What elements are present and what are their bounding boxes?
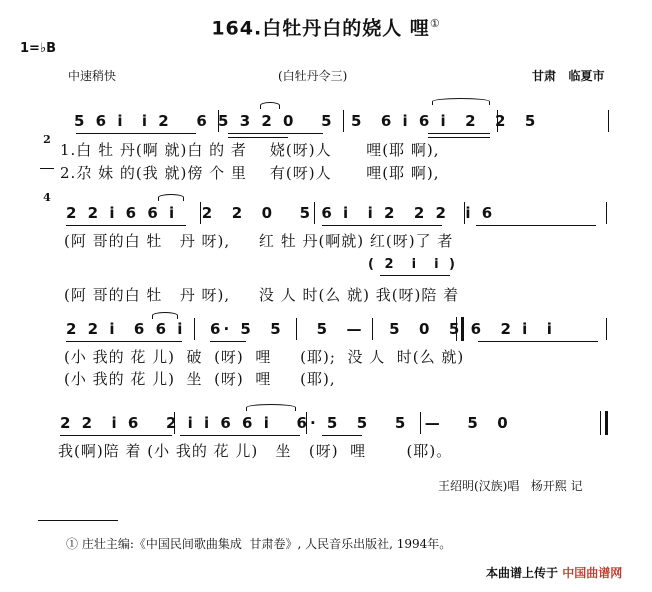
row2-notes: 2 2 i 6 6 i 2 2 0 5 6 i i 2 2 2 i 6 <box>66 204 496 222</box>
barline <box>296 318 297 340</box>
row1-lyric-verse1: 1.白 牡 丹(啊 就)白 的 者 娆(呀)人 哩(耶 啊), <box>60 141 440 159</box>
title-text: 164.白牡丹白的娆人 哩 <box>211 17 430 40</box>
row2-alternate-notes: ( 2 i i ) <box>368 257 458 272</box>
beam <box>66 225 186 226</box>
beam <box>60 435 172 436</box>
barline <box>200 202 201 224</box>
beam <box>476 225 596 226</box>
footnote: ① 庄壮主编:《中国民间歌曲集成 甘肃卷》, 人民音乐出版社, 1994年。 <box>66 537 452 551</box>
beam <box>322 225 442 226</box>
beam <box>66 341 182 342</box>
barline <box>194 318 195 340</box>
beam <box>428 133 490 134</box>
subtitle: (白牡丹令三) <box>278 69 348 83</box>
row1-lyric-verse2: 2.尕 妹 的(我 就)傍 个 里 有(呀)人 哩(耶 啊), <box>60 164 440 182</box>
time-signature-bottom: 4 <box>43 191 51 204</box>
barline <box>218 110 219 132</box>
row3-lyric-verse2: (小 我的 花 儿) 坐 (呀) 哩 (耶), <box>64 370 336 388</box>
time-signature <box>40 112 54 214</box>
site-logo: 中国曲谱网 <box>562 566 623 580</box>
barline <box>314 202 315 224</box>
barline <box>464 202 465 224</box>
barline <box>497 110 498 132</box>
slur <box>432 98 490 105</box>
page-title <box>0 18 652 38</box>
row3-lyric-verse1: (小 我的 花 儿) 破 (呀) 哩 (耶); 没 人 时(么 就) <box>64 348 465 366</box>
time-signature-top: 2 <box>43 133 51 146</box>
row4-lyric-verse1: 我(啊)陪 着 (小 我的 花 儿) 坐 (呀) 哩 (耶)。 <box>58 442 453 460</box>
beam <box>210 341 246 342</box>
slur <box>246 404 296 411</box>
barline <box>306 412 307 434</box>
row2-lyric-verse2: (阿 哥的白 牡 丹 呀), 没 人 时(么 就) 我(呀)陪 着 <box>64 286 460 304</box>
tempo-marking: 中速稍快 <box>68 69 117 83</box>
slur <box>260 102 280 109</box>
row1-notes: 5 6 i i 2 6 5 3 2 0 5 5 6 i 6 i 2 2 5 <box>74 112 539 130</box>
beam <box>228 137 288 138</box>
row3-notes: 2 2 i 6 6 i 6· 5 5 5 — 5 0 5 6 2 i i <box>66 320 555 338</box>
row2-lyric-verse1: (阿 哥的白 牡 丹 呀), 红 牡 丹(啊就) 红(呀)了 者 <box>64 232 454 250</box>
slur <box>152 312 178 319</box>
barline <box>372 318 373 340</box>
beam <box>228 133 323 134</box>
barline <box>343 110 344 132</box>
watermark-prefix: 本曲谱上传于 <box>486 566 559 580</box>
row4-notes: 2 2 i 6 2 i i 6 6 i 6· 5 5 5 — 5 0 <box>60 414 511 432</box>
barline <box>606 202 607 224</box>
beam <box>478 341 598 342</box>
beam <box>76 133 196 134</box>
title-footnote-marker: ① <box>429 17 441 30</box>
beam <box>380 275 450 276</box>
beam <box>180 435 300 436</box>
barline <box>420 412 421 434</box>
watermark <box>486 564 622 581</box>
footnote-rule <box>38 520 118 521</box>
key-signature: 1=♭B <box>20 41 56 56</box>
region: 甘肃 临夏市 <box>532 69 605 83</box>
barline <box>606 318 607 340</box>
slur <box>158 194 184 201</box>
final-barline <box>600 411 608 435</box>
performer-credit: 王绍明(汉族)唱 杨开熙 记 <box>438 479 583 493</box>
beam <box>428 137 490 138</box>
barline <box>608 110 609 132</box>
repeat-barline <box>456 317 464 341</box>
barline <box>174 412 175 434</box>
beam <box>322 435 362 436</box>
